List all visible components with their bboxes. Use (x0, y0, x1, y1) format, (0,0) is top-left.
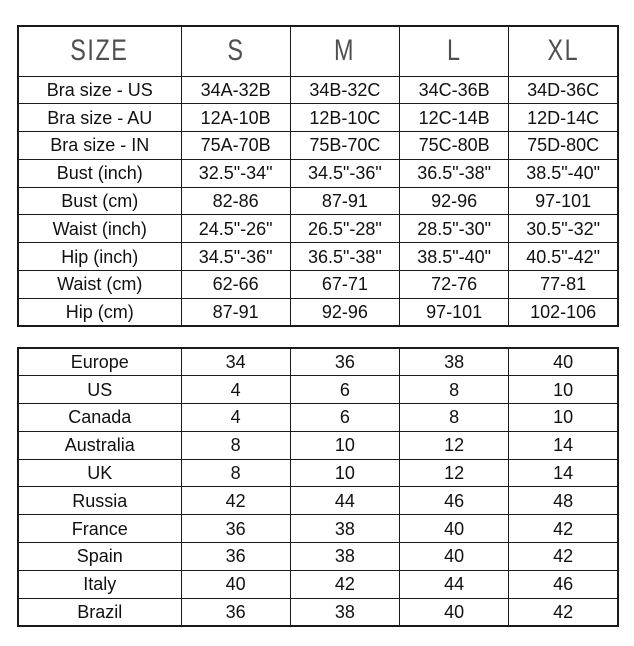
table-row (18, 132, 618, 160)
value-cell: 46 (400, 487, 509, 515)
value-cell: 42 (509, 598, 618, 626)
row-label: US (18, 376, 181, 404)
value-cell: 42 (290, 570, 399, 598)
value-cell: 40 (181, 570, 290, 598)
row-label: Bust (cm) (18, 187, 181, 215)
value-cell: 12D-14C (509, 104, 618, 132)
row-label: Europe (18, 348, 181, 376)
value-cell: 34.5"-36" (181, 243, 290, 271)
value-cell: 34B-32C (290, 76, 399, 104)
table-row (18, 187, 618, 215)
value-cell: 8 (400, 376, 509, 404)
value-cell: 12 (400, 431, 509, 459)
value-cell: 12 (400, 459, 509, 487)
row-label: Waist (inch) (18, 215, 181, 243)
value-cell: 10 (290, 459, 399, 487)
value-cell: 97-101 (400, 298, 509, 326)
value-cell: 36 (181, 515, 290, 543)
value-cell: 34C-36B (400, 76, 509, 104)
value-cell: 102-106 (509, 298, 618, 326)
value-cell: 8 (400, 404, 509, 432)
header-row (18, 26, 618, 76)
value-cell: 75C-80B (400, 132, 509, 160)
value-cell: 46 (509, 570, 618, 598)
value-cell: 75B-70C (290, 132, 399, 160)
row-label: Italy (18, 570, 181, 598)
value-cell: 75D-80C (509, 132, 618, 160)
value-cell: 82-86 (181, 187, 290, 215)
table-row (18, 298, 618, 326)
value-cell: 36 (290, 348, 399, 376)
value-cell: 42 (509, 543, 618, 571)
value-cell: 48 (509, 487, 618, 515)
row-label: France (18, 515, 181, 543)
table-row (18, 348, 618, 376)
value-cell: 40 (400, 543, 509, 571)
row-label: Russia (18, 487, 181, 515)
value-cell: 38 (290, 598, 399, 626)
value-cell: 36 (181, 598, 290, 626)
country-rows (18, 348, 618, 626)
value-cell: 34D-36C (509, 76, 618, 104)
measurement-size-table (17, 25, 619, 327)
value-cell: 14 (509, 431, 618, 459)
value-cell: 92-96 (290, 298, 399, 326)
table-row (18, 431, 618, 459)
table-row (18, 543, 618, 571)
value-cell: 28.5"-30" (400, 215, 509, 243)
value-cell: 8 (181, 431, 290, 459)
row-label: Spain (18, 543, 181, 571)
header-cell-l (400, 26, 509, 76)
value-cell: 38 (290, 515, 399, 543)
row-label: Bra size - AU (18, 104, 181, 132)
value-cell: 10 (509, 376, 618, 404)
value-cell: 10 (290, 431, 399, 459)
value-cell: 44 (290, 487, 399, 515)
value-cell: 24.5"-26" (181, 215, 290, 243)
table-row (18, 215, 618, 243)
table-row (18, 243, 618, 271)
value-cell: 40.5"-42" (509, 243, 618, 271)
value-cell: 4 (181, 404, 290, 432)
value-cell: 12B-10C (290, 104, 399, 132)
value-cell: 34 (181, 348, 290, 376)
table-row (18, 76, 618, 104)
table-row (18, 159, 618, 187)
value-cell: 38.5"-40" (400, 243, 509, 271)
row-label: Waist (cm) (18, 271, 181, 299)
header-label: XL (547, 34, 579, 68)
table-row (18, 515, 618, 543)
value-cell: 34A-32B (181, 76, 290, 104)
value-cell: 36 (181, 543, 290, 571)
value-cell: 42 (509, 515, 618, 543)
value-cell: 97-101 (509, 187, 618, 215)
header-cell-size (18, 26, 181, 76)
value-cell: 40 (400, 515, 509, 543)
header-cell-xl (509, 26, 618, 76)
row-label: Bust (inch) (18, 159, 181, 187)
value-cell: 92-96 (400, 187, 509, 215)
value-cell: 38 (400, 348, 509, 376)
row-label: Australia (18, 431, 181, 459)
value-cell: 14 (509, 459, 618, 487)
value-cell: 67-71 (290, 271, 399, 299)
table-row (18, 376, 618, 404)
table-row (18, 271, 618, 299)
row-label: Hip (inch) (18, 243, 181, 271)
row-label: Bra size - IN (18, 132, 181, 160)
value-cell: 26.5"-28" (290, 215, 399, 243)
value-cell: 40 (509, 348, 618, 376)
row-label: UK (18, 459, 181, 487)
value-cell: 6 (290, 404, 399, 432)
value-cell: 87-91 (181, 298, 290, 326)
value-cell: 34.5"-36" (290, 159, 399, 187)
value-cell: 10 (509, 404, 618, 432)
table-row (18, 570, 618, 598)
measurement-rows (18, 76, 618, 326)
table-row (18, 104, 618, 132)
value-cell: 8 (181, 459, 290, 487)
country-size-table (17, 347, 619, 627)
value-cell: 42 (181, 487, 290, 515)
value-cell: 72-76 (400, 271, 509, 299)
row-label: Bra size - US (18, 76, 181, 104)
value-cell: 38 (290, 543, 399, 571)
value-cell: 36.5"-38" (290, 243, 399, 271)
value-cell: 36.5"-38" (400, 159, 509, 187)
table-row (18, 598, 618, 626)
table-row (18, 404, 618, 432)
value-cell: 12A-10B (181, 104, 290, 132)
header-cell-m (290, 26, 399, 76)
row-label: Brazil (18, 598, 181, 626)
header-cell-s (181, 26, 290, 76)
table-row (18, 459, 618, 487)
value-cell: 12C-14B (400, 104, 509, 132)
value-cell: 44 (400, 570, 509, 598)
value-cell: 62-66 (181, 271, 290, 299)
value-cell: 75A-70B (181, 132, 290, 160)
value-cell: 38.5"-40" (509, 159, 618, 187)
value-cell: 40 (400, 598, 509, 626)
value-cell: 30.5"-32" (509, 215, 618, 243)
table-row (18, 487, 618, 515)
header-label: L (446, 34, 462, 68)
value-cell: 77-81 (509, 271, 618, 299)
header-label: M (334, 34, 356, 68)
header-label: SIZE (70, 34, 129, 68)
value-cell: 4 (181, 376, 290, 404)
row-label: Hip (cm) (18, 298, 181, 326)
value-cell: 6 (290, 376, 399, 404)
value-cell: 32.5"-34" (181, 159, 290, 187)
row-label: Canada (18, 404, 181, 432)
size-table-header (18, 26, 618, 76)
value-cell: 87-91 (290, 187, 399, 215)
header-label: S (227, 34, 245, 68)
